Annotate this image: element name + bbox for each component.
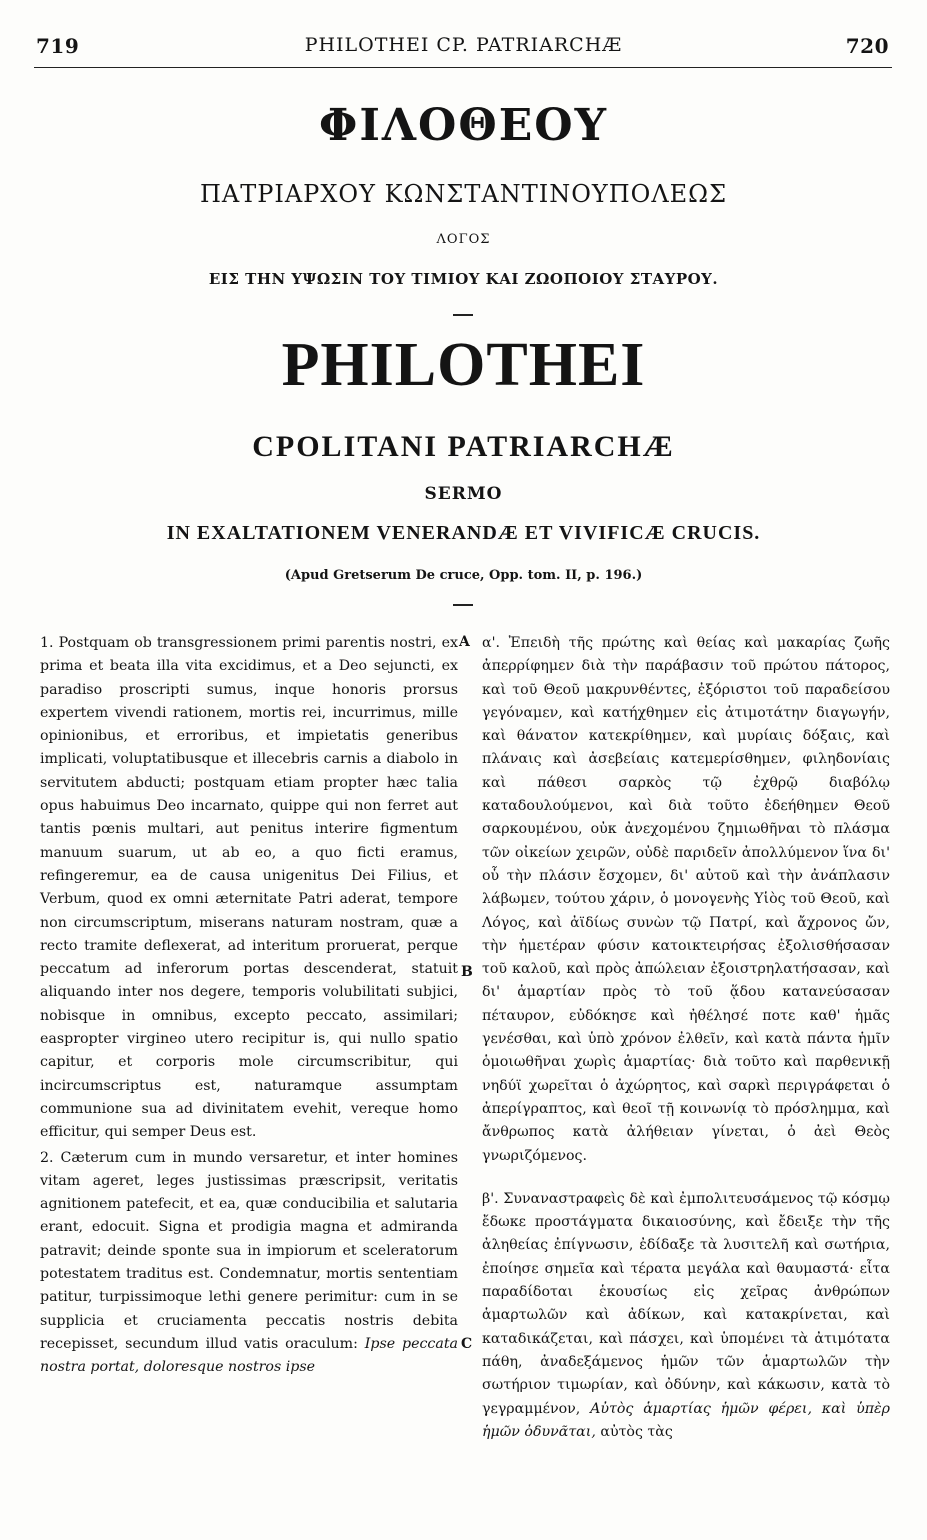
- greek-topic-heading: ΕΙΣ ΤΗΝ ΥΨΩΣΙΝ ΤΟΥ ΤΙΜΙΟΥ ΚΑΙ ΖΩΟΠΟΙΟΥ ΣΤΑΥΡΟΥ.: [208, 270, 719, 288]
- latin-column: [40, 632, 458, 1380]
- greek-column: [482, 632, 890, 1444]
- running-head: PHILOTHEI CP. PATRIARCHÆ: [304, 34, 623, 56]
- source-citation: (Apud Gretserum De cruce, Opp. tom. II, p. 196.): [284, 568, 643, 583]
- latin-paragraph-2-text: 2. Cæterum cum in mundo versaretur, et inter homines vitam ageret, leges justissimas præscripsit, veritatis agnitionem patefecit, et ea, quæ conducibilia et salutaria erant, edocuit. Signa et prodigia magna et admiranda patravit; deinde sponte sua in impiorum et sceleratorum potestatem traditus est. Condemnatur, mortis sententiam patitur, turpissimoque lethi genere perimitur: cum in se supplicia et cruciamenta peccatis nostris debita recepisset, secundum illud vatis oraculum:: [40, 1149, 458, 1352]
- latin-scripture-quote: Ipse peccata nostra portat, doloresque nostros ipse: [40, 1335, 458, 1376]
- latin-subtitle: CPOLITANI PATRIARCHÆ: [252, 430, 675, 463]
- greek-paragraph-2: [482, 1188, 890, 1444]
- greek-title: ΦΙΛΟΘΕΟΥ: [319, 100, 608, 151]
- latin-paragraph-1: 1. Postquam ob transgressionem primi parentis nostri, ex prima et beata illa vita excidimus, et a Deo sejuncti, ex paradiso proscripti sumus, inque honoris prorsus expertem vivendi rationem, mortis rei, incurrimus, mille opinionibus, et erroribus, et impietatis generibus implicati, voluptatibusque et illecebris carnis a diabolo in servitutem abducti; postquam etiam propter hæc talia opus habuimus Deo incarnato, quippe qui non ferret aut tantis pœnis multari, aut penitus interire figmentum manuum suarum, ut ab eo, a quo ficti eramus, refingeremur, ea de causa unigenitus Dei Filius, et Verbum, quod ex omni æternitate Patri aderat, tempore non circumscriptum, miserans naturam nostram, quæ a recto tramite deflexerat, ad interitum proruerat, perque peccatum ad inferorum portas descenderat, statuit aliquando inter nos degere, temporis volubilitati subjici, nobisque in omnibus, excepto peccato, assimilari; easpropter virgineo utero recipitur is, qui nullo spatio capitur, et corporis mole circumscribitur, qui incircumscriptus est, naturamque assumptam communione sua ad divinitatem evehit, vereque homo efficitur, qui semper Deus est.: [40, 635, 458, 1141]
- margin-letter-a: A: [459, 634, 470, 650]
- page-number-left: 719: [36, 34, 80, 58]
- page-header: [0, 34, 927, 64]
- greek-scripture-quote: Αὐτὸς ἁμαρτίας ἡμῶν φέρει, καὶ ὑπὲρ ἡμῶν ὀδυνᾶται,: [482, 1400, 890, 1440]
- greek-paragraph-2-tail: αὐτὸς τὰς: [600, 1423, 673, 1440]
- separator-dash: [453, 314, 473, 316]
- page-number-right: 720: [845, 34, 889, 58]
- greek-subtitle: ΠΑΤΡΙΑΡΧΟΥ ΚΩΝΣΤΑΝΤΙΝΟΥΠΟΛΕΩΣ: [199, 180, 728, 208]
- latin-sermo-heading: SERMO: [424, 484, 503, 504]
- greek-paragraph-1: α'. Ἐπειδὴ τῆς πρώτης καὶ θείας καὶ μακαρίας ζωῆς ἀπερρίφημεν διὰ τὴν παράβασιν τοῦ πρώτου πάτορος, καὶ τοῦ Θεοῦ μακρυνθέντες, ἐξόριστοι τοῦ παραδείσου γεγόναμεν, καὶ κατήχθημεν εἰς ἀτιμοτάτην διαγωγήν, καὶ θάνατον κατεκρίθημεν, καὶ μυρίαις δόξαις, καὶ πλάναις καὶ ἀσεβείαις κατεμερίσθημεν, φιληδονίαις καὶ πάθεσι σαρκὸς τῷ ἐχθρῷ διαβόλῳ καταδουλούμενοι, καὶ διὰ τοῦτο ἐδεήθημεν Θεοῦ σαρκουμένου, οὐκ ἀνεχομένου ζημιωθῆναι τὸ πλάσμα τῶν οἰκείων χειρῶν, οὐδὲ παριδεῖν ἀπολλύμενον ἵνα δι' οὗ τὴν πλάσιν ἔσχομεν, δι' αὐτοῦ καὶ τὴν ἀνάπλασιν λάβωμεν, τούτου χάριν, ὁ μονογενὴς Υἱὸς τοῦ Θεοῦ, καὶ Λόγος, καὶ ἀϊδίως συνὼν τῷ Πατρί, καὶ ἄχρονος ὤν, τὴν ἡμετέραν φύσιν κατοικτειρήσας ἐξολισθήσασαν τοῦ καλοῦ, καὶ πρὸς ἀπώλειαν ἐξοιστρηλατήσασαν, καὶ δι' ἁμαρτίαν πρὸς τὸ τοῦ ᾅδου κατανεύσασαν πέταυρον, εὐδόκησε καὶ ἠθέλησέ ποτε καθ' ἡμᾶς γενέσθαι, καὶ ὑπὸ χρόνον ἐλθεῖν, καὶ κατὰ πάντα ἡμῖν ὁμοιωθῆναι χωρὶς ἁμαρτίας· διὰ τοῦτο καὶ παρθενικῇ νηδύϊ χωρεῖται ὁ ἀχώρητος, καὶ σαρκὶ περιγράφεται ὁ ἀπερίγραπτος, καὶ θεοῖ τῇ κοινωνίᾳ τὸ πρόσλημμα, καὶ ἄνθρωπος κατὰ ἀλήθειαν γίνεται, ὁ ἀεὶ Θεὸς γνωριζόμενος.: [482, 635, 890, 1164]
- header-rule: [34, 67, 892, 68]
- margin-letter-b: B: [461, 964, 473, 980]
- latin-paragraph-2: [40, 1147, 458, 1380]
- greek-paragraph-2-text: β'. Συναναστραφεὶς δὲ καὶ ἐμπολιτευσάμενος τῷ κόσμῳ ἔδωκε προστάγματα δικαιοσύνης, καὶ ἔδειξε τὴν τῆς ἀληθείας ἐπίγνωσιν, ἐδίδαξε τὰ λυσιτελῆ καὶ σωτήρια, ἐποίησε σημεῖα καὶ τέρατα μεγάλα καὶ θαυμαστά· εἶτα παραδίδοται ἑκουσίως εἰς χεῖρας ἀνθρώπων ἁμαρτωλῶν καὶ ἀδίκων, καὶ κατακρίνεται, καὶ καταδικάζεται, καὶ πάσχει, καὶ ὑπομένει τὰ ἀτιμότατα πάθη, ἀναδεξάμενος ἡμῶν τῶν ἁμαρτωλῶν τὴν σωτήριον τιμωρίαν, καὶ ὀδύνην, καὶ κάκωσιν, κατὰ τὸ γεγραμμένον,: [482, 1190, 890, 1417]
- greek-logos-heading: ΛΟΓΟΣ: [436, 232, 491, 247]
- separator-dash: [453, 604, 473, 606]
- latin-topic-heading: IN EXALTATIONEM VENERANDÆ ET VIVIFICÆ CRUCIS.: [166, 522, 761, 544]
- latin-title: PHILOTHEI: [281, 331, 646, 399]
- margin-letter-c: C: [461, 1336, 473, 1352]
